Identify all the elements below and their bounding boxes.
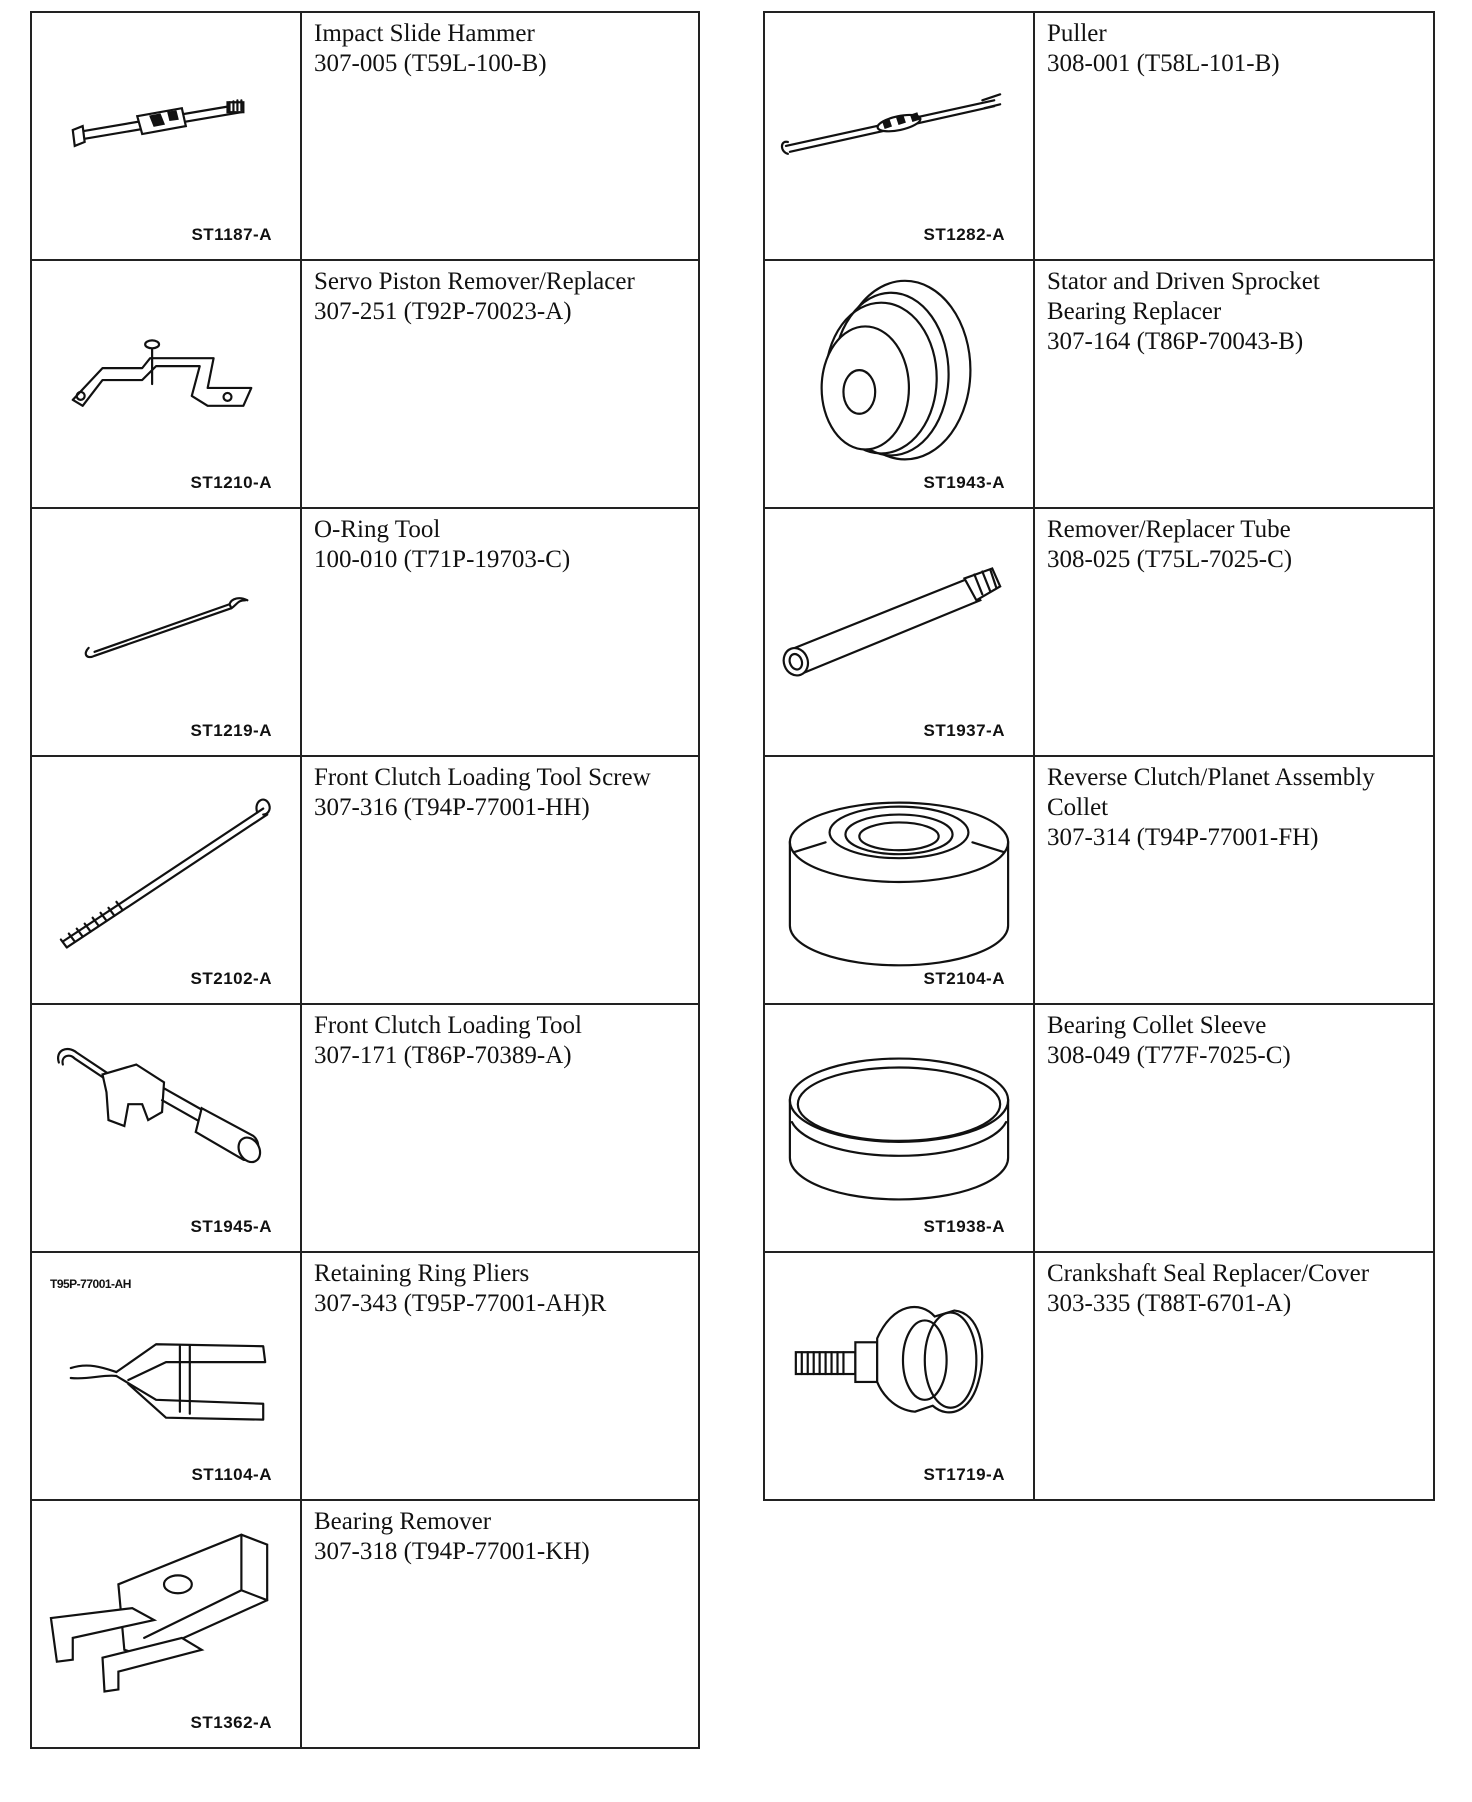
tool-row <box>764 756 1434 1004</box>
tool-row <box>31 12 699 260</box>
reverse-clutch-collet-illustration <box>765 757 1033 1003</box>
tool-description-cell <box>1034 12 1434 260</box>
tool-description-cell <box>301 756 699 1004</box>
tool-number: 308-049 (T77F-7025-C) <box>1047 1042 1291 1069</box>
impact-slide-hammer-illustration <box>32 13 300 259</box>
tool-number: 307-164 (T86P-70043-B) <box>1047 328 1304 355</box>
figure-code: ST1187-A <box>191 225 272 244</box>
figure-code: ST1937-A <box>923 721 1005 740</box>
tool-name: Impact Slide Hammer <box>314 20 535 47</box>
figure-code: ST1282-A <box>923 225 1005 244</box>
crankshaft-seal-replacer-illustration <box>765 1253 1033 1499</box>
tool-name: Bearing Remover <box>314 1508 492 1535</box>
tool-description-cell <box>301 1500 699 1748</box>
servo-piston-remover-illustration <box>32 261 300 507</box>
tool-name: Crankshaft Seal Replacer/Cover <box>1047 1260 1370 1287</box>
tool-illustration-cell <box>764 12 1034 260</box>
retaining-ring-pliers-illustration <box>32 1253 300 1499</box>
tool-illustration-cell <box>31 260 301 508</box>
tool-name: Servo Piston Remover/Replacer <box>314 268 635 295</box>
tool-name: Remover/Replacer Tube <box>1047 516 1291 543</box>
stator-sprocket-bearing-replacer-illustration <box>765 261 1033 507</box>
figure-code: ST1945-A <box>190 1217 272 1236</box>
tool-number: 307-171 (T86P-70389-A) <box>314 1042 572 1069</box>
tool-number: 307-316 (T94P-77001-HH) <box>314 794 590 821</box>
tool-illustration-cell <box>764 756 1034 1004</box>
figure-code: ST2102-A <box>190 969 272 988</box>
tool-row <box>31 508 699 756</box>
tool-description-cell <box>1034 508 1434 756</box>
tool-row <box>31 260 699 508</box>
tool-name: Reverse Clutch/Planet Assembly <box>1047 764 1375 791</box>
figure-code: ST1362-A <box>190 1713 272 1732</box>
tool-name: Bearing Collet Sleeve <box>1047 1012 1267 1039</box>
tool-name: Stator and Driven Sprocket <box>1047 268 1320 295</box>
left-tools-table <box>30 11 700 1749</box>
tool-illustration-cell <box>31 1500 301 1748</box>
tool-row <box>31 1004 699 1252</box>
tool-row <box>31 1500 699 1748</box>
figure-code: ST1104-A <box>191 1465 272 1484</box>
tool-illustration-cell <box>31 1004 301 1252</box>
tool-name-continued: Collet <box>1047 794 1109 821</box>
tool-description-cell <box>301 1004 699 1252</box>
figure-code: ST1719-A <box>923 1465 1005 1484</box>
tool-description-cell <box>301 508 699 756</box>
tool-name: O-Ring Tool <box>314 516 441 543</box>
tool-description-cell <box>301 12 699 260</box>
puller-illustration <box>765 13 1033 259</box>
tool-illustration-cell <box>764 508 1034 756</box>
figure-code: ST1943-A <box>923 473 1005 492</box>
tool-row <box>764 12 1434 260</box>
tool-description-cell <box>1034 1004 1434 1252</box>
figure-code: ST1938-A <box>923 1217 1005 1236</box>
tool-number: 307-318 (T94P-77001-KH) <box>314 1538 590 1565</box>
tool-number: 100-010 (T71P-19703-C) <box>314 546 571 573</box>
tool-number: 307-314 (T94P-77001-FH) <box>1047 824 1319 851</box>
tool-illustration-cell <box>31 1252 301 1500</box>
tool-illustration-cell <box>764 1004 1034 1252</box>
bearing-collet-sleeve-illustration <box>765 1005 1033 1251</box>
tool-name: Front Clutch Loading Tool <box>314 1012 582 1039</box>
right-tools-table <box>763 11 1435 1501</box>
tool-number: 307-005 (T59L-100-B) <box>314 50 547 77</box>
tool-name: Retaining Ring Pliers <box>314 1260 530 1287</box>
tool-description-cell <box>1034 1252 1434 1500</box>
tool-number: 307-251 (T92P-70023-A) <box>314 298 572 325</box>
tool-description-cell <box>301 1252 699 1500</box>
tool-number: 308-001 (T58L-101-B) <box>1047 50 1280 77</box>
tool-row <box>31 756 699 1004</box>
tool-row <box>764 260 1434 508</box>
figure-code: ST1219-A <box>190 721 272 740</box>
tool-row <box>764 1252 1434 1500</box>
tool-row <box>764 508 1434 756</box>
tool-illustration-cell <box>31 756 301 1004</box>
tool-name: Puller <box>1047 20 1107 47</box>
tool-illustration-cell <box>31 12 301 260</box>
tool-name-continued: Bearing Replacer <box>1047 298 1222 325</box>
front-clutch-loading-screw-illustration <box>32 757 300 1003</box>
part-number-label: T95P-77001-AH <box>50 1277 131 1291</box>
figure-code: ST1210-A <box>190 473 272 492</box>
front-clutch-loading-tool-illustration <box>32 1005 300 1251</box>
tool-illustration-cell <box>31 508 301 756</box>
tool-name: Front Clutch Loading Tool Screw <box>314 764 651 791</box>
figure-code: ST2104-A <box>923 969 1005 988</box>
tool-row <box>764 1004 1434 1252</box>
remover-replacer-tube-illustration <box>765 509 1033 755</box>
o-ring-tool-illustration <box>32 509 300 755</box>
tool-description-cell <box>301 260 699 508</box>
tool-description-cell <box>1034 260 1434 508</box>
tool-number: 303-335 (T88T-6701-A) <box>1047 1290 1292 1317</box>
tool-description-cell <box>1034 756 1434 1004</box>
bearing-remover-illustration <box>32 1501 300 1747</box>
tool-number: 308-025 (T75L-7025-C) <box>1047 546 1293 573</box>
tool-row <box>31 1252 699 1500</box>
tool-illustration-cell <box>764 1252 1034 1500</box>
tool-illustration-cell <box>764 260 1034 508</box>
tool-number: 307-343 (T95P-77001-AH)R <box>314 1290 607 1317</box>
